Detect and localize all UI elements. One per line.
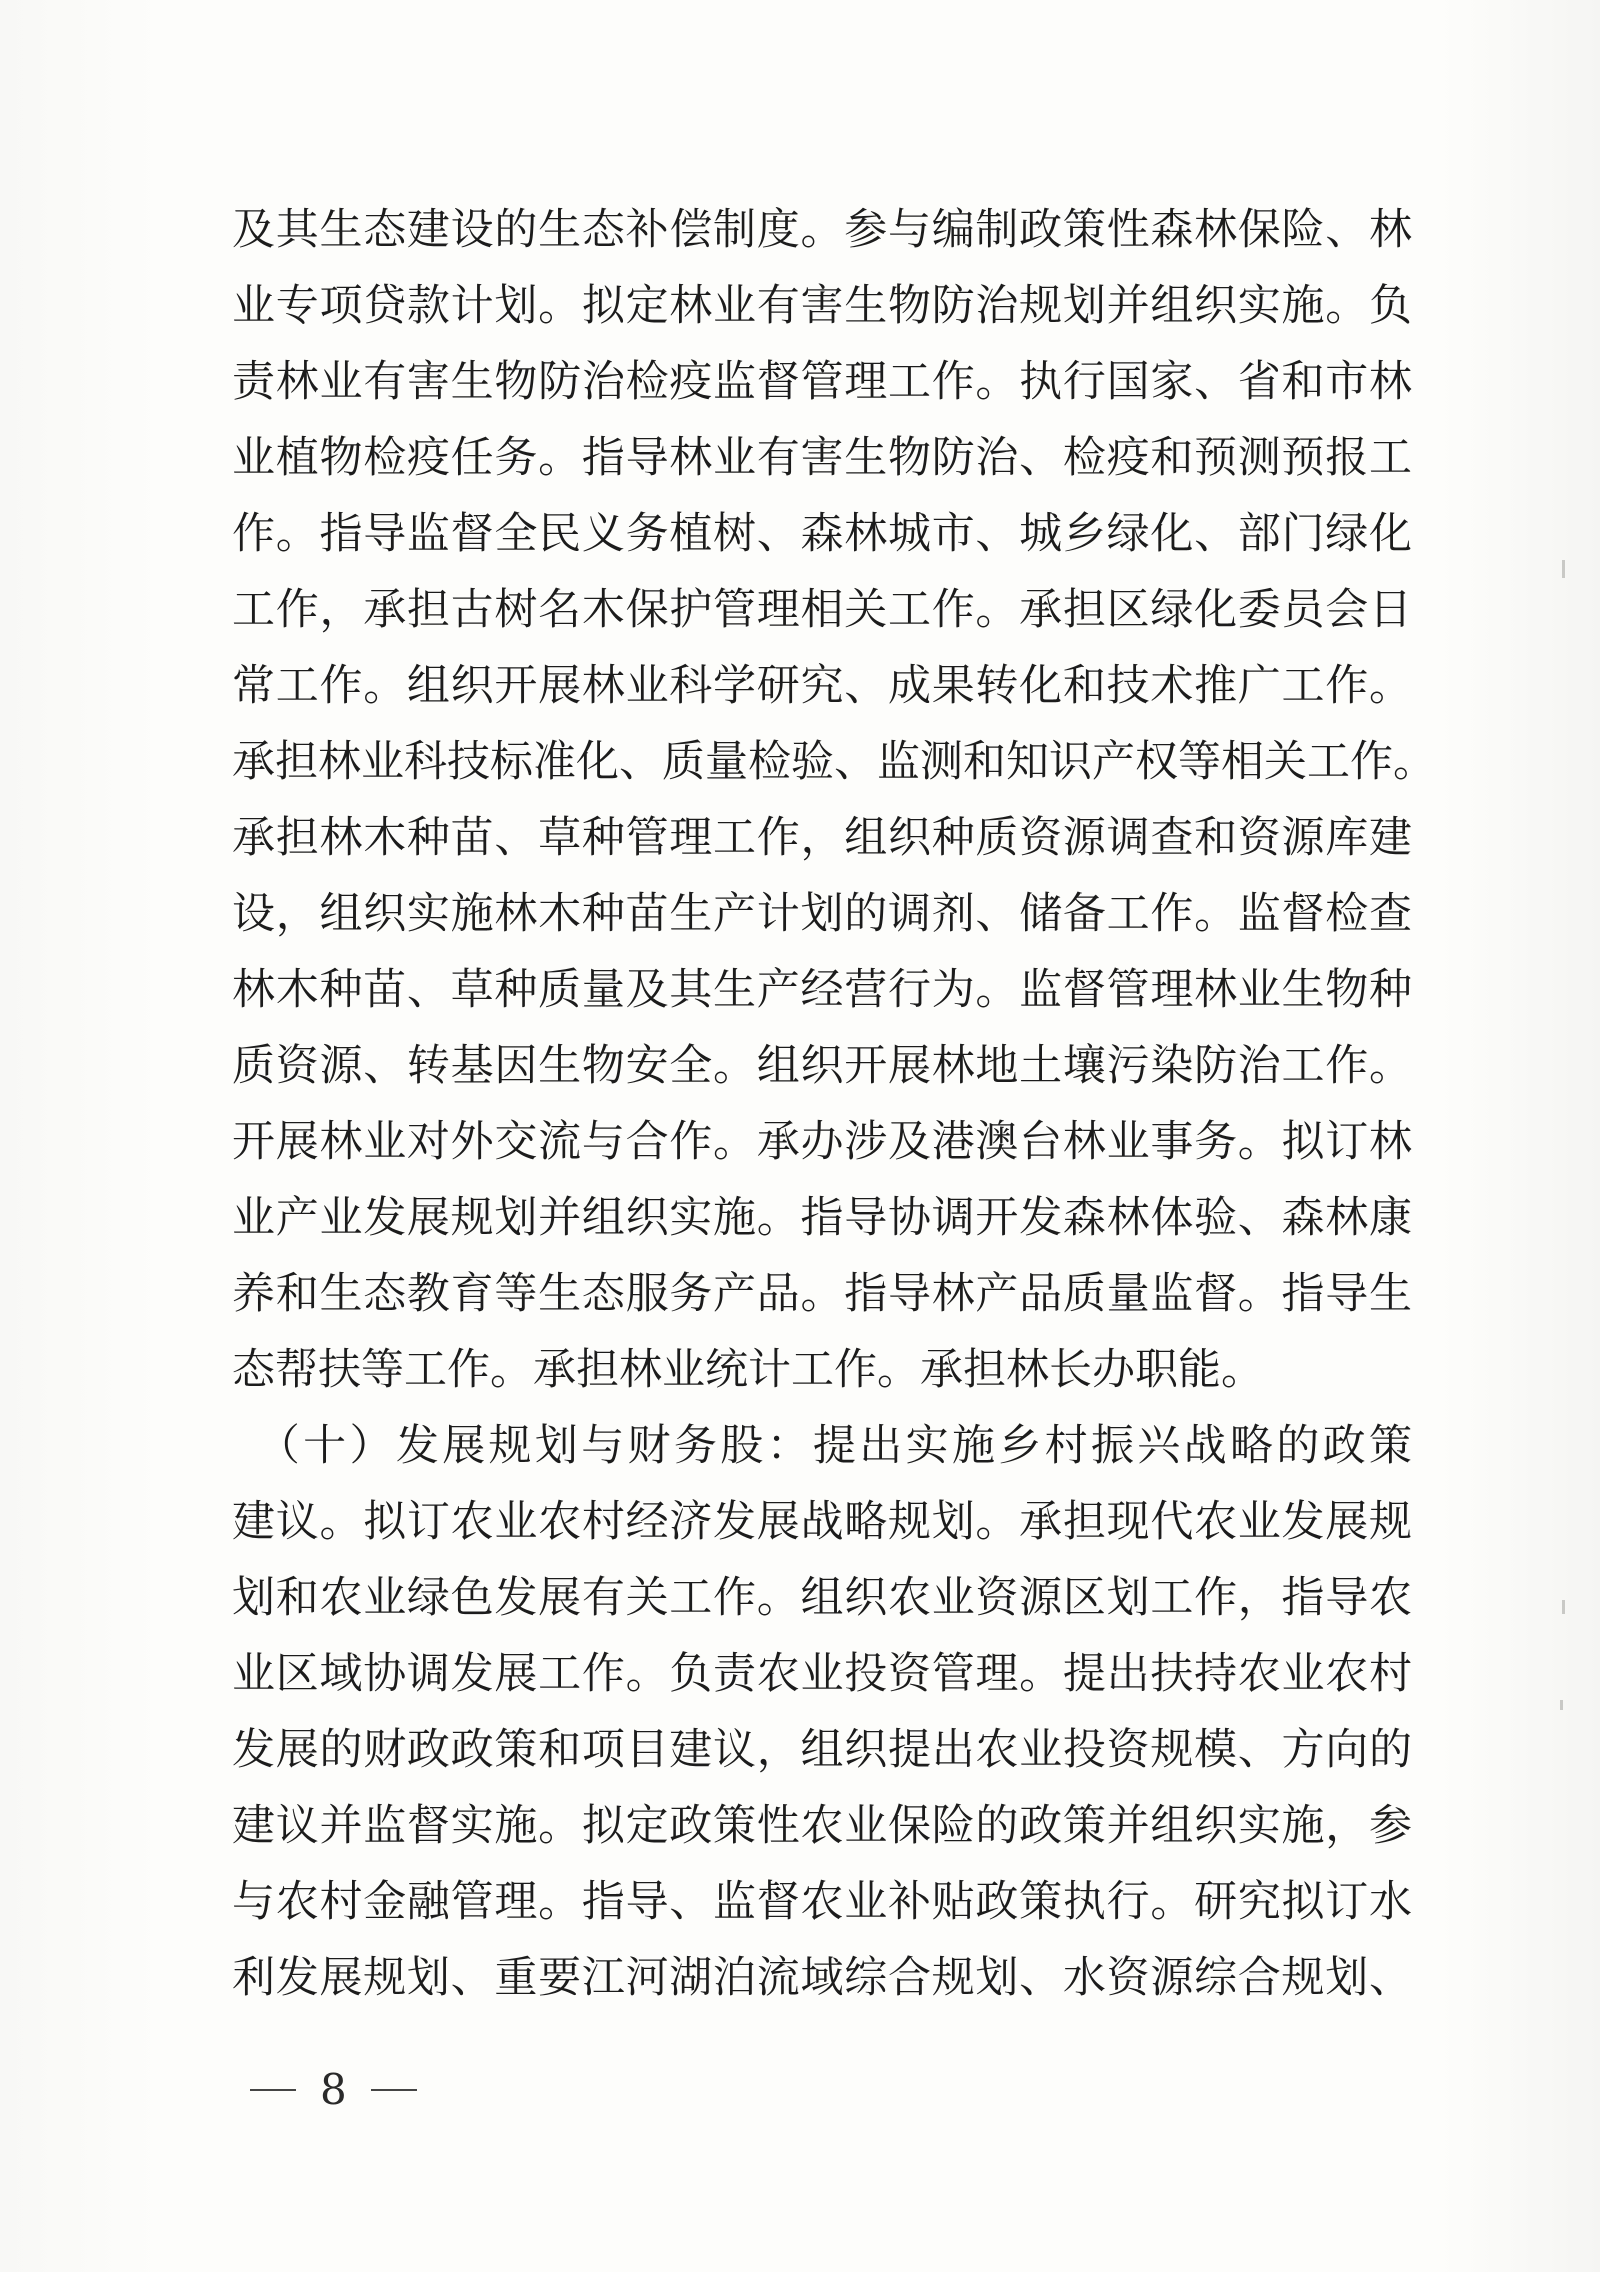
text-line: 作。指导监督全民义务植树、森林城市、城乡绿化、部门绿化 — [232, 509, 1412, 559]
text-line: 设，组织实施林木种苗生产计划的调剂、储备工作。监督检查 — [232, 889, 1412, 939]
scan-mark — [1562, 560, 1565, 578]
page-footer — [250, 2065, 417, 2114]
text-line: 业专项贷款计划。拟定林业有害生物防治规划并组织实施。负 — [232, 281, 1412, 331]
text-line: 承担林木种苗、草种管理工作，组织种质资源调查和资源库建 — [232, 813, 1412, 863]
scan-mark — [1562, 1600, 1565, 1614]
text-line: 划和农业绿色发展有关工作。组织农业资源区划工作，指导农 — [232, 1573, 1412, 1623]
text-line: 养和生态教育等生态服务产品。指导林产品质量监督。指导生 — [232, 1269, 1412, 1319]
text-line: 承担林业科技标准化、质量检验、监测和知识产权等相关工作。 — [232, 737, 1436, 787]
text-line: 建议。拟订农业农村经济发展战略规划。承担现代农业发展规 — [232, 1497, 1412, 1547]
text-line: 开展林业对外交流与合作。承办涉及港澳台林业事务。拟订林 — [232, 1117, 1412, 1167]
text-line: 发展的财政政策和项目建议，组织提出农业投资规模、方向的 — [232, 1725, 1412, 1775]
footer-dash-right — [371, 2089, 417, 2091]
text-line: 工作，承担古树名木保护管理相关工作。承担区绿化委员会日 — [232, 585, 1412, 635]
section-heading-line: （十）发展规划与财务股：提出实施乡村振兴战略的政策 — [232, 1421, 1412, 1471]
text-line: 态帮扶等工作。承担林业统计工作。承担林长办职能。 — [232, 1345, 1264, 1395]
text-line: 利发展规划、重要江河湖泊流域综合规划、水资源综合规划、 — [232, 1953, 1412, 2003]
text-line: 与农村金融管理。指导、监督农业补贴政策执行。研究拟订水 — [232, 1877, 1412, 1927]
scan-mark — [1560, 1700, 1563, 1710]
footer-dash-left — [250, 2089, 296, 2091]
text-line: 责林业有害生物防治检疫监督管理工作。执行国家、省和市林 — [232, 357, 1412, 407]
text-line: 林木种苗、草种质量及其生产经营行为。监督管理林业生物种 — [232, 965, 1412, 1015]
text-line: 业植物检疫任务。指导林业有害生物防治、检疫和预测预报工 — [232, 433, 1412, 483]
page-number: 8 — [320, 2065, 347, 2114]
text-line: 业产业发展规划并组织实施。指导协调开发森林体验、森林康 — [232, 1193, 1412, 1243]
text-line: 常工作。组织开展林业科学研究、成果转化和技术推广工作。 — [232, 661, 1412, 711]
text-line: 建议并监督实施。拟定政策性农业保险的政策并组织实施，参 — [232, 1801, 1412, 1851]
text-line: 质资源、转基因生物安全。组织开展林地土壤污染防治工作。 — [232, 1041, 1412, 1091]
text-line: 业区域协调发展工作。负责农业投资管理。提出扶持农业农村 — [232, 1649, 1412, 1699]
text-line: 及其生态建设的生态补偿制度。参与编制政策性森林保险、林 — [232, 205, 1412, 255]
body-text — [232, 192, 1436, 2016]
